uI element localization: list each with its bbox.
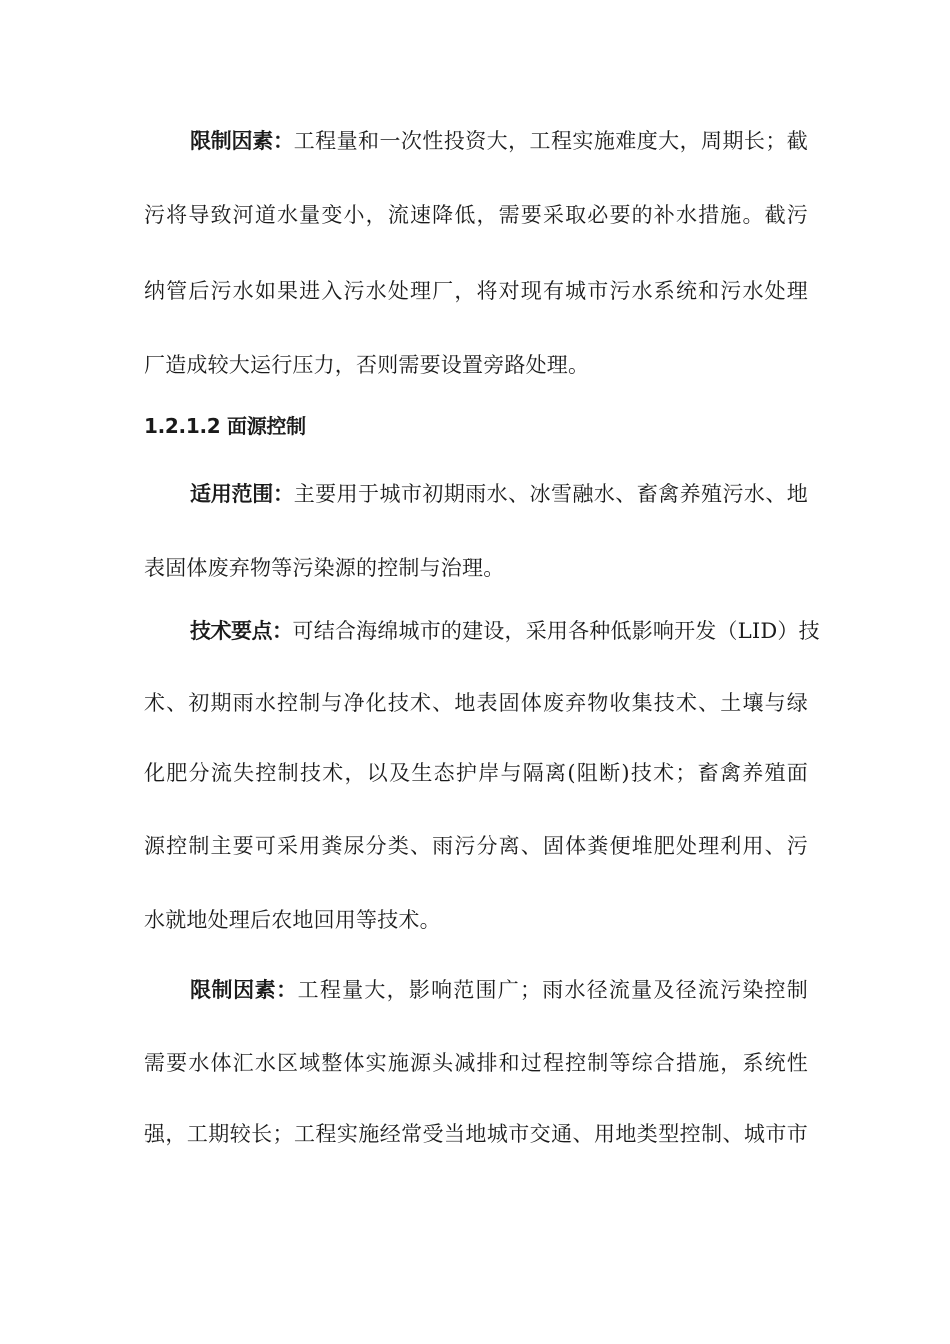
paragraph-limiting-factors-1-line-1: 限制因素：工程量和一次性投资大，工程实施难度大，周期长；截 (190, 129, 808, 153)
paragraph-limiting-factors-1-line-3: 纳管后污水如果进入污水处理厂，将对现有城市污水系统和污水处理 (144, 279, 808, 303)
paragraph-limiting-factors-2-line-1: 限制因素：工程量大，影响范围广；雨水径流量及径流污染控制 (190, 978, 808, 1002)
paragraph-tech-points-line-1: 技术要点：可结合海绵城市的建设，采用各种低影响开发（LID）技 (190, 619, 820, 643)
paragraph-scope-line-1: 适用范围：主要用于城市初期雨水、冰雪融水、畜禽养殖污水、地 (190, 482, 808, 506)
paragraph-limiting-factors-2-line-3: 强，工期较长；工程实施经常受当地城市交通、用地类型控制、城市市 (144, 1122, 808, 1146)
label-limiting-factors: 限制因素： (190, 978, 298, 1002)
paragraph-tech-points-line-5: 水就地处理后农地回用等技术。 (144, 908, 441, 932)
paragraph-tech-points-line-4: 源控制主要可采用粪尿分类、雨污分离、固体粪便堆肥处理利用、污 (144, 834, 808, 858)
paragraph-tech-points-line-3: 化肥分流失控制技术，以及生态护岸与隔离(阻断)技术；畜禽养殖面 (144, 761, 808, 785)
label-limiting-factors: 限制因素： (190, 129, 294, 153)
section-heading: 1.2.1.2 面源控制 (144, 414, 306, 438)
paragraph-limiting-factors-1-line-4: 厂造成较大运行压力，否则需要设置旁路处理。 (144, 353, 590, 377)
paragraph-limiting-factors-1-line-2: 污将导致河道水量变小，流速降低，需要采取必要的补水措施。截污 (144, 203, 808, 227)
paragraph-tech-points-line-2: 术、初期雨水控制与净化技术、地表固体废弃物收集技术、土壤与绿 (144, 691, 808, 715)
paragraph-limiting-factors-2-line-2: 需要水体汇水区域整体实施源头减排和过程控制等综合措施，系统性 (144, 1051, 808, 1075)
label-tech-points: 技术要点： (190, 619, 293, 643)
paragraph-scope-line-2: 表固体废弃物等污染源的控制与治理。 (144, 556, 505, 580)
label-scope: 适用范围： (190, 482, 294, 506)
